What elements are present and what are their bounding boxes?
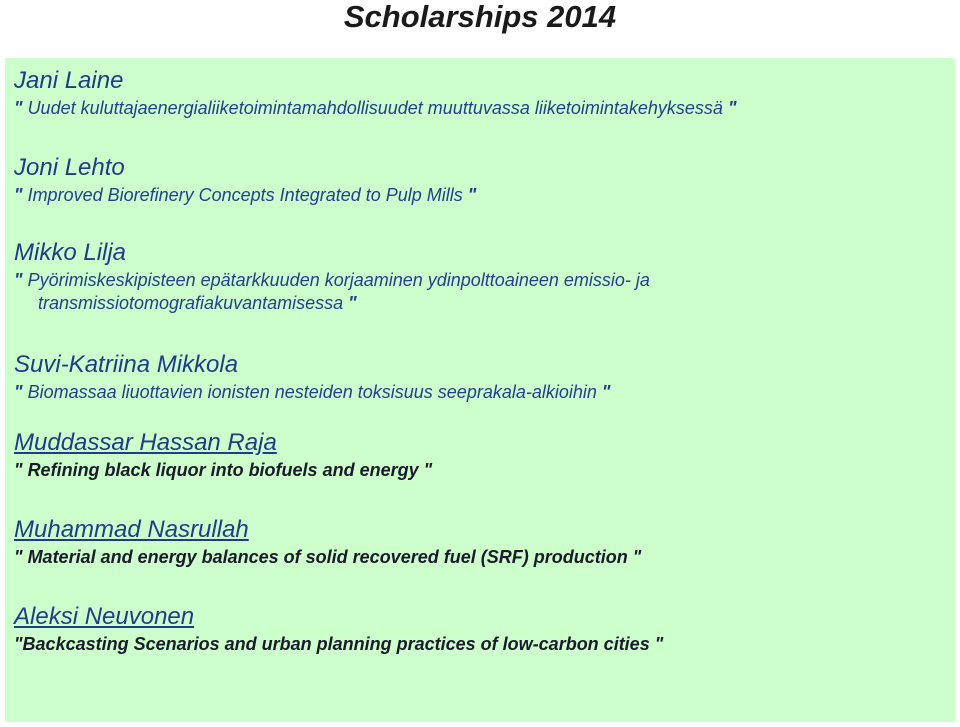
thesis-title: " Pyörimiskeskipisteen epätarkkuuden korjaaminen ydinpolttoaineen emissio- ja transmissiotomografiakuvantamisessa " bbox=[14, 270, 650, 313]
recipient-name: Muhammad Nasrullah bbox=[14, 516, 249, 543]
recipient-name: Suvi-Katriina Mikkola bbox=[14, 351, 239, 378]
list-item bbox=[14, 155, 945, 207]
thesis-title: "Backcasting Scenarios and urban planning practices of low-carbon cities " bbox=[14, 634, 664, 654]
recipient-name: Joni Lehto bbox=[14, 154, 125, 181]
recipient-name: Mikko Lilja bbox=[14, 239, 127, 266]
scholarship-list bbox=[5, 58, 955, 722]
recipient-name: Muddassar Hassan Raja bbox=[14, 429, 277, 456]
list-item bbox=[14, 240, 945, 315]
page-title: Scholarships 2014 bbox=[343, 0, 617, 34]
list-item bbox=[14, 430, 945, 482]
list-item bbox=[14, 604, 945, 656]
thesis-title: " Refining black liquor into biofuels and energy " bbox=[14, 460, 433, 480]
list-item bbox=[14, 68, 945, 120]
recipient-name: Jani Laine bbox=[14, 67, 124, 94]
list-item bbox=[14, 517, 945, 569]
list-item bbox=[14, 352, 945, 404]
thesis-title: " Uudet kuluttajaenergialiiketoimintamahdollisuudet muuttuvassa liiketoimintakehyksessä " bbox=[14, 98, 737, 118]
thesis-title: " Biomassaa liuottavien ionisten nesteiden toksisuus seeprakala-alkioihin " bbox=[14, 382, 611, 402]
recipient-name: Aleksi Neuvonen bbox=[14, 603, 195, 630]
thesis-title: " Material and energy balances of solid recovered fuel (SRF) production " bbox=[14, 547, 642, 567]
thesis-title: " Improved Biorefinery Concepts Integrated to Pulp Mills " bbox=[14, 185, 477, 205]
